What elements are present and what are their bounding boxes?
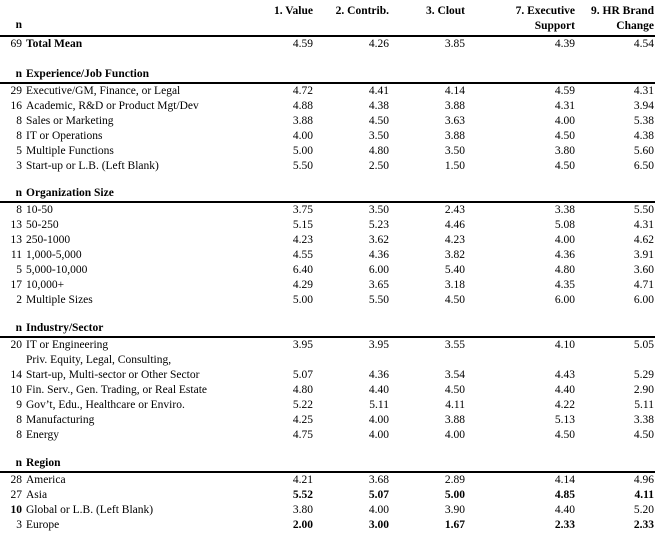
section-title: [0, 186, 655, 201]
cell-value: 5.00: [292, 145, 313, 157]
cell-hr-brand: 2.90: [633, 384, 654, 396]
table-row: [0, 248, 655, 263]
cell-clout: 5.00: [444, 489, 465, 501]
cell-hr-brand: 3.38: [633, 414, 654, 426]
cell-hr-brand: 4.31: [633, 85, 654, 97]
cell-value: 5.52: [292, 489, 313, 501]
cell-contrib: 5.07: [368, 489, 389, 501]
cell-clout: 3.88: [444, 130, 465, 142]
row-n: 13: [10, 219, 22, 231]
section-title-text: Organization Size: [26, 187, 114, 199]
cell-value: 4.80: [292, 384, 313, 396]
cell-hr-brand: 5.38: [633, 115, 654, 127]
cell-executive-support: 4.50: [554, 130, 575, 142]
section-n-label: n: [15, 457, 22, 469]
cell-clout: 1.50: [444, 160, 465, 172]
cell-clout: 4.23: [444, 234, 465, 246]
section-n-label: n: [15, 322, 22, 334]
row-n: 3: [16, 519, 22, 531]
cell-hr-brand: 2.33: [633, 519, 654, 531]
table-row: [0, 114, 655, 129]
col-header-contrib: 2. Contrib.: [335, 5, 389, 17]
cell-clout: 3.90: [444, 504, 465, 516]
cell-value: 5.07: [292, 369, 313, 381]
cell-clout: 3.85: [444, 38, 465, 50]
row-label: Academic, R&D or Product Mgt/Dev: [26, 100, 199, 112]
cell-clout: 3.63: [444, 115, 465, 127]
cell-contrib: 4.36: [368, 369, 389, 381]
row-n: 9: [16, 399, 22, 411]
section-title-text: Industry/Sector: [26, 322, 104, 334]
table-row: [0, 129, 655, 144]
row-n: 8: [16, 130, 22, 142]
cell-value: 4.88: [292, 100, 313, 112]
section-title-text: Region: [26, 457, 61, 469]
cell-hr-brand: 4.71: [633, 279, 654, 291]
cell-hr-brand: 4.11: [634, 489, 654, 501]
cell-hr-brand: 3.94: [633, 100, 654, 112]
cell-clout: 4.11: [445, 399, 465, 411]
row-n: 5: [16, 264, 22, 276]
cell-hr-brand: 5.29: [633, 369, 654, 381]
cell-value: 4.23: [292, 234, 313, 246]
cell-hr-brand: 4.96: [633, 474, 654, 486]
table-row: [0, 338, 655, 353]
row-n: 28: [10, 474, 22, 486]
cell-contrib: 4.50: [368, 115, 389, 127]
cell-value: 5.00: [292, 294, 313, 306]
cell-contrib: 4.80: [368, 145, 389, 157]
cell-value: 5.22: [292, 399, 313, 411]
cell-executive-support: 4.59: [554, 85, 575, 97]
cell-contrib: 4.00: [368, 414, 389, 426]
cell-value: 4.75: [292, 429, 313, 441]
cell-executive-support: 4.31: [554, 100, 575, 112]
cell-executive-support: 4.14: [554, 474, 575, 486]
row-label: 250-1000: [26, 234, 71, 246]
cell-hr-brand: 4.50: [633, 429, 654, 441]
cell-hr-brand: 5.50: [633, 204, 654, 216]
table-row: [0, 488, 655, 503]
table-row-total: [0, 37, 655, 52]
cell-contrib: 3.50: [368, 130, 389, 142]
row-label: 1,000-5,000: [26, 249, 82, 261]
cell-value: 4.25: [292, 414, 313, 426]
cell-value: 5.15: [292, 219, 313, 231]
row-n: 11: [10, 249, 22, 261]
cell-contrib: 4.26: [368, 38, 389, 50]
cell-value: 4.55: [292, 249, 313, 261]
col-header-clout: 3. Clout: [426, 5, 465, 17]
table-row: [0, 473, 655, 488]
cell-value: 6.40: [292, 264, 313, 276]
cell-executive-support: 4.35: [554, 279, 575, 291]
row-n: 29: [10, 85, 22, 97]
cell-value: 3.80: [292, 504, 313, 516]
table-row: [0, 218, 655, 233]
cell-executive-support: 5.08: [554, 219, 575, 231]
cell-executive-support: 4.00: [554, 234, 575, 246]
table-row: [0, 383, 655, 398]
cell-executive-support: 4.80: [554, 264, 575, 276]
cell-contrib: 3.95: [368, 339, 389, 351]
cell-hr-brand: 4.54: [633, 38, 654, 50]
row-label: Energy: [26, 429, 60, 441]
cell-contrib: 4.00: [368, 429, 389, 441]
row-label: Asia: [26, 489, 48, 501]
cell-clout: 4.46: [444, 219, 465, 231]
table-row: [0, 413, 655, 428]
cell-clout: 4.50: [444, 294, 465, 306]
cell-clout: 4.50: [444, 384, 465, 396]
cell-clout: 2.89: [444, 474, 465, 486]
row-label: IT or Operations: [26, 130, 103, 142]
row-n: 3: [16, 160, 22, 172]
row-n: 8: [16, 429, 22, 441]
cell-executive-support: 4.40: [554, 384, 575, 396]
cell-executive-support: 4.43: [554, 369, 575, 381]
table-row: [0, 518, 655, 533]
row-n: 10: [10, 504, 22, 516]
cell-contrib: 5.11: [369, 399, 389, 411]
cell-value: 5.50: [292, 160, 313, 172]
cell-value: 4.72: [292, 85, 313, 97]
row-n: 10: [10, 384, 22, 396]
cell-value: 3.95: [292, 339, 313, 351]
row-n: 8: [16, 414, 22, 426]
row-n: 17: [10, 279, 22, 291]
row-label: Multiple Functions: [26, 145, 114, 157]
table-row: [0, 159, 655, 174]
cell-executive-support: 4.10: [554, 339, 575, 351]
cell-hr-brand: 5.60: [633, 145, 654, 157]
row-label: 5,000-10,000: [26, 264, 88, 276]
cell-executive-support: 4.22: [554, 399, 575, 411]
cell-executive-support: 4.85: [554, 489, 575, 501]
table-row: [0, 99, 655, 114]
table-row: [0, 84, 655, 99]
row-label: America: [26, 474, 66, 486]
cell-value: 4.29: [292, 279, 313, 291]
cell-contrib: 3.65: [368, 279, 389, 291]
cell-contrib: 4.40: [368, 384, 389, 396]
cell-hr-brand: 4.62: [633, 234, 654, 246]
cell-clout: 3.54: [444, 369, 465, 381]
row-n: 2: [16, 294, 22, 306]
row-n: 8: [16, 115, 22, 127]
section-title-text: Experience/Job Function: [26, 68, 149, 80]
cell-executive-support: 4.50: [554, 429, 575, 441]
cell-value: 4.59: [292, 38, 313, 50]
row-n: 14: [10, 369, 22, 381]
cell-value: 2.00: [292, 519, 313, 531]
cell-clout: 1.67: [444, 519, 465, 531]
cell-contrib: 5.23: [368, 219, 389, 231]
cell-clout: 3.50: [444, 145, 465, 157]
table-row: [0, 398, 655, 413]
cell-hr-brand: 5.11: [634, 399, 654, 411]
section-n-label: n: [15, 187, 22, 199]
cell-clout: 3.88: [444, 414, 465, 426]
row-label: Fin. Serv., Gen. Trading, or Real Estate: [26, 384, 208, 396]
cell-hr-brand: 6.00: [633, 294, 654, 306]
cell-hr-brand: 5.05: [633, 339, 654, 351]
cell-value: 3.88: [292, 115, 313, 127]
cell-contrib: 2.50: [368, 160, 389, 172]
cell-contrib: 5.50: [368, 294, 389, 306]
cell-executive-support: 4.36: [554, 249, 575, 261]
row-n: 16: [10, 100, 22, 112]
section-title: [0, 67, 655, 82]
section-n-label: n: [15, 68, 22, 80]
cell-hr-brand: 4.38: [633, 130, 654, 142]
cell-hr-brand: 5.20: [633, 504, 654, 516]
cell-contrib: 6.00: [368, 264, 389, 276]
table-row: [0, 368, 655, 383]
table-row: [0, 293, 655, 308]
col-header-hr-brand-2: Change: [616, 20, 654, 32]
cell-clout: 4.00: [444, 429, 465, 441]
table-row: [0, 278, 655, 293]
cell-executive-support: 5.13: [554, 414, 575, 426]
cell-executive-support: 6.00: [554, 294, 575, 306]
table-row: [0, 233, 655, 248]
cell-executive-support: 3.80: [554, 145, 575, 157]
col-header-hr-brand-1: 9. HR Brand: [591, 5, 654, 17]
row-n: 5: [16, 145, 22, 157]
row-n: 13: [10, 234, 22, 246]
table-row: [0, 263, 655, 278]
row-n: 27: [10, 489, 22, 501]
cell-contrib: 4.41: [368, 85, 389, 97]
col-header-executive-support-2: Support: [534, 20, 575, 32]
cell-value: 4.21: [292, 474, 313, 486]
cell-hr-brand: 6.50: [633, 160, 654, 172]
cell-clout: 5.40: [444, 264, 465, 276]
table-row: [0, 144, 655, 159]
cell-clout: 3.55: [444, 339, 465, 351]
cell-executive-support: 4.39: [554, 38, 575, 50]
cell-executive-support: 4.50: [554, 160, 575, 172]
row-label: 50-250: [26, 219, 59, 231]
section-title: [0, 456, 655, 471]
row-label: Gov’t, Edu., Healthcare or Enviro.: [26, 399, 185, 411]
row-label: Global or L.B. (Left Blank): [26, 504, 154, 516]
row-label: Start-up or L.B. (Left Blank): [26, 160, 159, 172]
table-row: [0, 428, 655, 443]
row-label: IT or Engineering: [26, 339, 109, 351]
cell-executive-support: 2.33: [554, 519, 575, 531]
cell-contrib: 3.68: [368, 474, 389, 486]
cell-value: 4.00: [292, 130, 313, 142]
cell-contrib: 4.00: [368, 504, 389, 516]
n-header: n: [15, 19, 22, 31]
col-header-executive-support-1: 7. Executive: [515, 5, 575, 17]
row-label: Europe: [26, 519, 60, 531]
cell-executive-support: 3.38: [554, 204, 575, 216]
row-label: 10,000+: [26, 279, 65, 291]
cell-executive-support: 4.40: [554, 504, 575, 516]
row-label: Start-up, Multi-sector or Other Sector: [26, 369, 200, 381]
cell-hr-brand: 3.91: [633, 249, 654, 261]
cell-value: 3.75: [292, 204, 313, 216]
cell-clout: 4.14: [444, 85, 465, 97]
cell-clout: 3.82: [444, 249, 465, 261]
cell-clout: 3.88: [444, 100, 465, 112]
row-label: Total Mean: [26, 38, 83, 50]
cell-contrib: 3.62: [368, 234, 389, 246]
cell-hr-brand: 4.31: [633, 219, 654, 231]
row-label: Multiple Sizes: [26, 294, 93, 306]
row-n: 8: [16, 204, 22, 216]
table-row: [0, 503, 655, 518]
cell-contrib: 4.36: [368, 249, 389, 261]
cell-contrib: 3.50: [368, 204, 389, 216]
cell-executive-support: 4.00: [554, 115, 575, 127]
section-title: [0, 321, 655, 336]
row-label: Sales or Marketing: [26, 115, 114, 127]
table-row: [0, 353, 655, 368]
cell-contrib: 4.38: [368, 100, 389, 112]
row-label: 10-50: [26, 204, 53, 216]
cell-clout: 3.18: [444, 279, 465, 291]
row-label: Executive/GM, Finance, or Legal: [26, 85, 181, 97]
row-n: 69: [10, 38, 22, 50]
row-label: Manufacturing: [26, 414, 95, 426]
cell-contrib: 3.00: [368, 519, 389, 531]
table-row: [0, 203, 655, 218]
row-label: Priv. Equity, Legal, Consulting,: [26, 354, 172, 366]
row-n: 20: [10, 339, 22, 351]
cell-clout: 2.43: [444, 204, 465, 216]
cell-hr-brand: 3.60: [633, 264, 654, 276]
col-header-value: 1. Value: [274, 5, 313, 17]
